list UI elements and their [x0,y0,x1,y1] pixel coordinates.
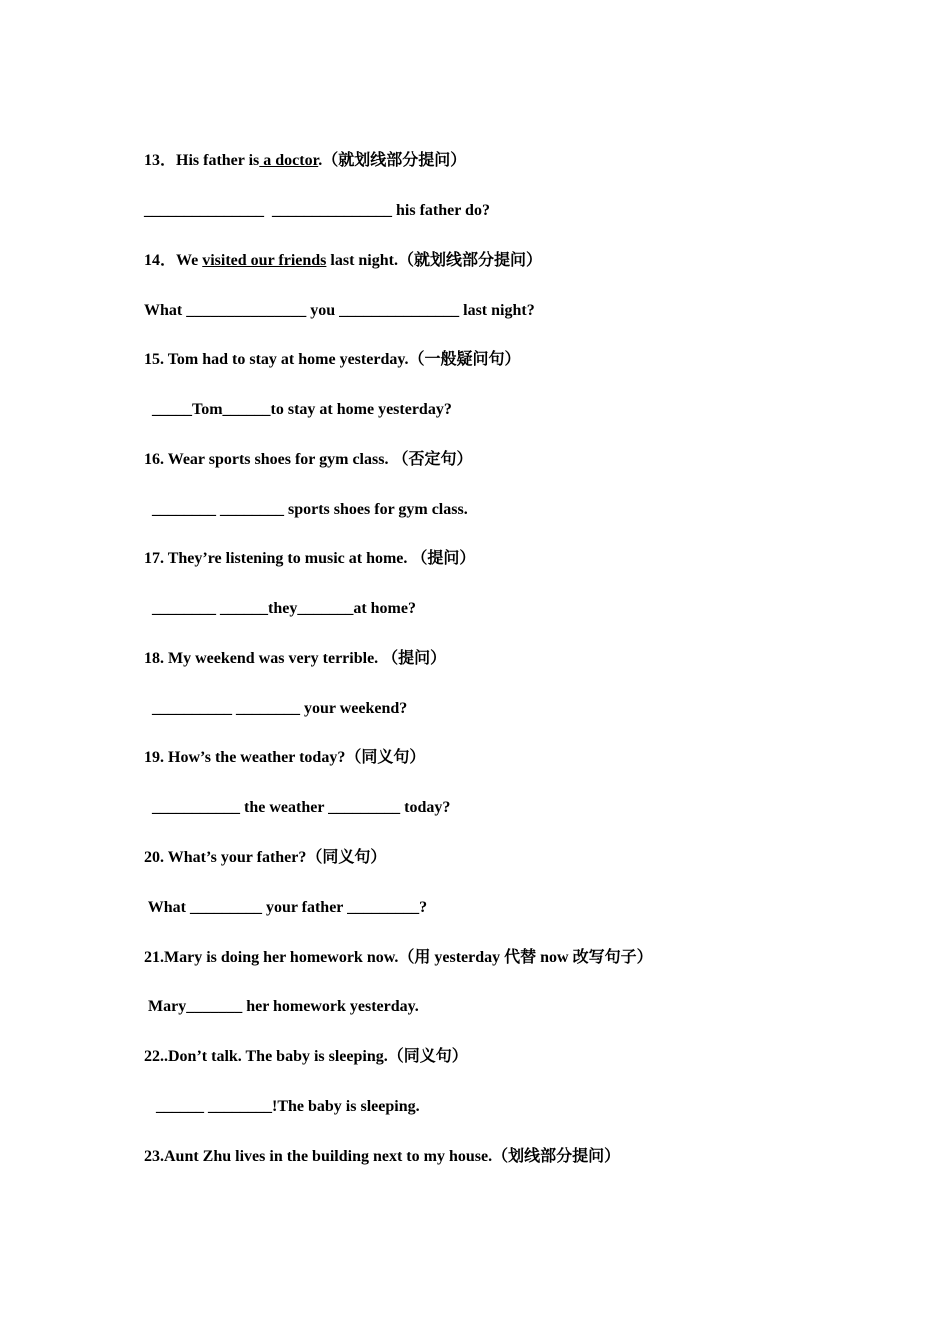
answer-20: What _________ your father _________? [144,899,428,916]
answer-17: ________ ______they_______at home? [144,600,416,617]
question-14-text: 14．We [144,252,203,269]
question-19: 19. How’s the weather today?（同义句） [144,749,426,766]
answer-22: ______ ________!The baby is sleeping. [144,1098,420,1115]
answer-14: What _______________ you _______________ last night? [144,302,535,319]
question-14-instruction: last night.（就划线部分提问） [326,252,542,269]
question-13 [144,151,466,171]
answer-16: ________ ________ sports shoes for gym class. [144,501,468,518]
answer-18: __________ ________ your weekend? [144,700,408,717]
question-14-underlined-part: visited our friends [202,252,327,269]
answer-21: Mary_______ her homework yesterday. [144,998,419,1015]
question-18: 18. My weekend was very terrible. （提问） [144,650,447,667]
answer-15: _____Tom______to stay at home yesterday? [144,401,452,418]
question-20: 20. What’s your father?（同义句） [144,849,387,866]
question-23: 23.Aunt Zhu lives in the building next to my house.（划线部分提问） [144,1148,621,1165]
question-13-instruction: .（就划线部分提问） [318,152,467,169]
answer-19: ___________ the weather _________ today? [144,799,451,816]
question-13-text: 13．His father is [144,152,260,169]
answer-13: _______________ _______________ his father do? [144,202,490,219]
question-17: 17. They’re listening to music at home. （提问） [144,550,476,567]
question-14 [144,251,542,271]
question-13-underlined-part: a doctor [259,152,319,169]
question-22: 22..Don’t talk. The baby is sleeping.（同义句） [144,1048,468,1065]
question-15: 15. Tom had to stay at home yesterday.（一般疑问句） [144,351,521,368]
question-16: 16. Wear sports shoes for gym class. （否定句） [144,451,473,468]
question-21: 21.Mary is doing her homework now.（用 yesterday 代替 now 改写句子） [144,949,653,966]
